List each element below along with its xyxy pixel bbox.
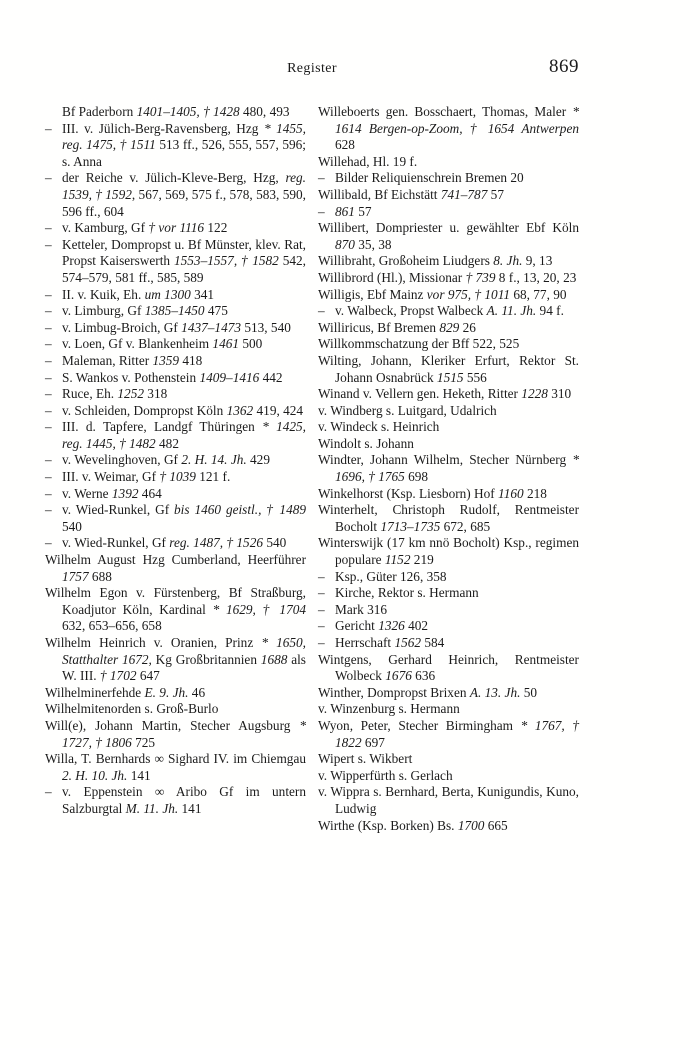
entry-text-segment: 1326 — [378, 618, 405, 634]
subentry-dash: – — [45, 402, 52, 418]
entry-text-segment: Willkommschatzung der Bff 522, 525 — [318, 336, 520, 352]
index-entry — [318, 187, 579, 204]
entry-text-segment: v. Wipperfürth s. Gerlach — [318, 767, 453, 783]
index-entry — [45, 502, 306, 535]
entry-text-segment: v. Loen, Gf v. Blankenheim — [62, 336, 213, 352]
subentry-dash: – — [45, 369, 52, 385]
entry-text-segment: Willibrord (Hl.), Missionar — [318, 269, 466, 285]
index-entry — [318, 452, 579, 485]
index-entry — [318, 569, 579, 586]
index-entry — [318, 751, 579, 768]
index-entry — [45, 751, 306, 784]
entry-text-segment: 94 f. — [536, 303, 564, 319]
subentry-dash: – — [45, 170, 52, 186]
entry-text-segment: 8. Jh. — [493, 253, 523, 269]
index-entry — [318, 336, 579, 353]
index-entry — [318, 718, 579, 751]
entry-text-segment: Willibald, Bf Eichstätt — [318, 186, 441, 202]
entry-text-segment: * 1614 Bergen-op-Zoom, † 1654 Antwerpen — [335, 104, 579, 136]
entry-text-segment: 35, 38 — [354, 236, 392, 252]
index-entry — [45, 452, 306, 469]
entry-text-segment: 1515 — [436, 369, 464, 385]
index-entry — [318, 818, 579, 835]
entry-text-segment: reg. 1487, † 1526 — [169, 535, 263, 551]
entry-text-segment: 513 ff., 526, 555, 557, 596; s. Anna — [62, 137, 306, 169]
entry-text-segment: 464 — [138, 485, 162, 501]
index-entry — [45, 336, 306, 353]
entry-text-segment: S. Wankos v. Pothenstein — [62, 369, 200, 385]
subentry-dash: – — [45, 386, 52, 402]
index-entry — [45, 287, 306, 304]
index-entry — [45, 104, 306, 121]
entry-text-segment: 1437–1473 — [181, 319, 242, 335]
entry-text-segment: † 739 — [465, 269, 496, 285]
subentry-dash: – — [318, 635, 325, 650]
entry-text-segment: 540 — [62, 518, 82, 534]
entry-text-segment: 2. H. 10. Jh. — [62, 767, 128, 783]
entry-text-segment: 665 — [484, 817, 508, 833]
entry-text-segment: * 1727, † 1806 — [62, 717, 306, 750]
entry-text-segment: 698 — [404, 469, 429, 485]
subentry-dash: – — [45, 535, 52, 551]
entry-text-segment: 556 — [463, 369, 487, 385]
entry-text-segment: 218 — [523, 485, 547, 501]
index-entry — [318, 253, 579, 270]
entry-text-segment: Herrschaft — [335, 635, 395, 650]
entry-text-segment: der Reiche v. Jülich-Kleve-Berg, Hzg, — [62, 170, 286, 186]
entry-text-segment: v. Windberg s. Luitgard, Udalrich — [318, 402, 497, 418]
index-entry — [318, 303, 579, 320]
index-entry — [318, 486, 579, 503]
entry-text-segment: Wilhelm Egon v. Fürstenberg, Bf Straßburg, Koadjutor Köln, Kardinal — [45, 585, 306, 617]
index-entry — [318, 602, 579, 619]
entry-text-segment: v. Windeck s. Heinrich — [318, 419, 440, 435]
subentry-dash: – — [318, 585, 325, 601]
entry-text-segment: * 1650, Statthalter 1672, — [62, 635, 306, 667]
entry-text-segment: 1252 — [117, 386, 144, 402]
index-entry — [318, 419, 579, 436]
entry-text-segment: 2. H. 14. Jh. — [181, 452, 247, 468]
subentry-dash: – — [45, 220, 52, 236]
index-entry — [45, 237, 306, 287]
index-entry — [45, 403, 306, 420]
entry-text-segment: 861 — [335, 203, 355, 219]
entry-text-segment: Willibraht, Großoheim Liudgers — [318, 253, 494, 269]
index-entry — [45, 784, 306, 817]
index-entry — [318, 204, 579, 221]
entry-text-segment: vor 975, † 1011 — [426, 286, 511, 302]
index-entry — [318, 635, 579, 652]
index-entry — [318, 403, 579, 420]
subentry-dash: – — [318, 303, 325, 319]
entry-text-segment: 688 — [88, 568, 112, 584]
entry-text-segment: 57 — [487, 186, 504, 202]
entry-text-segment: 480, 493 — [239, 104, 290, 119]
index-entry — [45, 170, 306, 220]
index-entry — [318, 436, 579, 453]
index-entry — [318, 220, 579, 253]
entry-text-segment: A. 11. Jh. — [486, 303, 537, 319]
entry-text-segment: Willigis, Ebf Mainz — [318, 286, 427, 302]
index-entry — [45, 486, 306, 503]
index-entry — [45, 419, 306, 452]
entry-text-segment: 121 f. — [195, 469, 231, 485]
index-entry — [318, 784, 579, 817]
entry-text-segment: 57 — [354, 203, 372, 219]
entry-text-segment: 628 — [335, 137, 355, 153]
entry-text-segment: Kg Großbritannien — [151, 651, 261, 667]
entry-text-segment: 219 — [410, 552, 434, 568]
entry-text-segment: v. Eppenstein ∞ Aribo Gf im untern Salzburgtal — [62, 784, 306, 816]
entry-text-segment: 741–787 — [440, 186, 488, 202]
entry-text-segment: * 1767, † 1822 — [335, 717, 579, 750]
entry-text-segment: Wilting, Johann, Kleriker Erfurt, Rektor St. Johann Osnabrück — [318, 352, 579, 385]
entry-text-segment: Winkelhorst (Ksp. Liesborn) Hof — [318, 485, 499, 501]
entry-text-segment: * 1455, reg. 1475, † 1511 — [62, 120, 306, 153]
index-entry — [45, 552, 306, 585]
entry-text-segment: Maleman, Ritter — [62, 352, 153, 368]
entry-text-segment: 341 — [190, 286, 215, 302]
index-entry — [45, 685, 306, 702]
entry-text-segment: v. Walbeck, Propst Walbeck — [335, 303, 487, 319]
subentry-dash: – — [45, 452, 52, 468]
index-column-right — [318, 104, 579, 834]
entry-text-segment: 1757 — [62, 568, 89, 584]
index-entry — [318, 320, 579, 337]
subentry-dash: – — [318, 618, 325, 634]
entry-text-segment: Windter, Johann Wilhelm, Stecher Nürnberg — [318, 452, 573, 468]
entry-text-segment: 542, 574–579, 581 ff., 585, 589 — [62, 253, 306, 285]
entry-text-segment: M. 11. Jh. — [125, 800, 179, 816]
entry-text-segment: Bilder Reliquienschrein Bremen 20 — [335, 170, 524, 186]
entry-text-segment: Willehad, Hl. 19 f. — [318, 153, 418, 169]
entry-text-segment: 636 — [411, 668, 436, 684]
index-entry — [318, 287, 579, 304]
index-entry — [318, 154, 579, 171]
entry-text-segment: Ksp., Güter 126, 358 — [335, 568, 447, 584]
entry-text-segment: 122 — [204, 220, 228, 236]
entry-text-segment: Winther, Dompropst Brixen — [318, 684, 470, 700]
entry-text-segment: 1160 — [498, 485, 524, 501]
entry-text-segment: 310 — [547, 386, 572, 402]
entry-text-segment: 540 — [263, 535, 287, 551]
entry-text-segment: II. v. Kuik, Eh. — [62, 286, 145, 302]
index-entry — [318, 652, 579, 685]
subentry-dash: – — [45, 286, 52, 302]
entry-text-segment: 1385–1450 — [144, 303, 205, 319]
entry-text-segment: 584 — [421, 635, 445, 650]
index-entry — [318, 618, 579, 635]
entry-text-segment: Winterhelt, Christoph Rudolf, Rentmeister Bocholt — [318, 502, 579, 534]
entry-text-segment: * 1629, † 1704 — [212, 601, 307, 617]
index-entry — [45, 386, 306, 403]
index-entry — [318, 386, 579, 403]
index-entry — [318, 585, 579, 602]
entry-text-segment: 1676 — [385, 668, 412, 684]
entry-text-segment: 9, 13 — [522, 253, 553, 269]
index-entry — [318, 768, 579, 785]
entry-text-segment: 1713–1735 — [380, 518, 441, 534]
entry-text-segment: v. Wevelinghoven, Gf — [62, 452, 182, 468]
entry-text-segment: 418 — [179, 352, 203, 368]
entry-text-segment: Bf Paderborn — [62, 104, 137, 119]
entry-text-segment: Winterswijk (17 km nnö Bocholt) Ksp., regimen populare — [318, 535, 579, 568]
entry-text-segment: Wintgens, Gerhard Heinrich, Rentmeister Wolbeck — [318, 651, 579, 684]
entry-text-segment: * 1425, reg. 1445, † 1482 — [62, 419, 306, 451]
entry-text-segment: III. d. Tapfere, Landgf Thüringen — [62, 419, 263, 435]
index-entry — [45, 303, 306, 320]
entry-text-segment: † 1702 — [99, 668, 137, 684]
subentry-dash: – — [45, 502, 52, 518]
index-entry — [318, 104, 579, 154]
subentry-dash: – — [45, 303, 52, 319]
entry-text-segment: 1461 — [212, 336, 240, 352]
subentry-dash: – — [318, 203, 325, 219]
page-heading: Register — [287, 61, 337, 76]
entry-text-segment: 1688 — [260, 651, 288, 667]
entry-text-segment: v. Wied-Runkel, Gf — [62, 502, 175, 518]
entry-text-segment: , 567, 569, 575 f., 578, 583, 590, 596 ff., 604 — [62, 186, 306, 219]
entry-text-segment: 1553–1557, † 1582 — [173, 253, 279, 269]
entry-text-segment: Wilhelm August Hzg Cumberland, Heerführer — [45, 552, 306, 568]
subentry-dash: – — [45, 236, 52, 252]
index-entry — [45, 320, 306, 337]
entry-text-segment: 442 — [259, 369, 283, 385]
entry-text-segment: Wirthe (Ksp. Borken) Bs. — [318, 817, 458, 833]
entry-text-segment: 318 — [143, 386, 168, 402]
entry-text-segment: 141 — [127, 767, 151, 783]
subentry-dash: – — [318, 568, 325, 584]
entry-text-segment: III. v. Weimar, Gf — [62, 469, 160, 485]
entry-text-segment: 26 — [459, 319, 476, 335]
index-entry — [318, 685, 579, 702]
entry-text-segment: Kirche, Rektor s. Hermann — [335, 585, 479, 601]
index-entry — [318, 270, 579, 287]
subentry-dash: – — [45, 319, 52, 335]
entry-text-segment: * 1696, † 1765 — [335, 452, 579, 485]
entry-text-segment: 500 — [239, 336, 263, 352]
entry-text-segment: v. Winzenburg s. Hermann — [318, 701, 460, 717]
entry-text-segment: 141 — [178, 800, 202, 816]
entry-text-segment: v. Werne — [62, 485, 112, 501]
entry-text-segment: 429 — [246, 452, 270, 468]
subentry-dash: – — [45, 120, 52, 136]
entry-text-segment: Wyon, Peter, Stecher Birmingham — [318, 717, 521, 733]
entry-text-segment: 8 f., 13, 20, 23 — [495, 269, 577, 285]
entry-text-segment: 475 — [204, 303, 228, 319]
entry-text-segment: 1409–1416 — [199, 369, 260, 385]
entry-text-segment: Mark 316 — [335, 601, 388, 617]
entry-text-segment: Wilhelmitenorden s. Groß-Burlo — [45, 701, 219, 717]
entry-text-segment: † 1039 — [159, 469, 196, 485]
entry-text-segment: Windolt s. Johann — [318, 435, 414, 451]
index-entry — [45, 370, 306, 387]
index-column-left — [45, 104, 306, 834]
entry-text-segment: v. Wied-Runkel, Gf — [62, 535, 170, 551]
entry-text-segment: v. Schleiden, Dompropst Köln — [62, 402, 227, 418]
index-entry — [318, 170, 579, 187]
entry-text-segment: Gericht — [335, 618, 379, 634]
entry-text-segment: um 1300 — [144, 286, 191, 302]
entry-text-segment: 829 — [439, 319, 460, 335]
entry-text-segment: 1401–1405, † 1428 — [136, 104, 240, 119]
index-entry — [45, 353, 306, 370]
subentry-dash: – — [45, 336, 52, 352]
running-head — [45, 56, 579, 80]
page-number: 869 — [549, 56, 579, 77]
entry-text-segment: 1392 — [111, 485, 139, 501]
index-columns — [45, 104, 579, 834]
subentry-dash: – — [318, 170, 325, 186]
entry-text-segment: Wilhelm Heinrich v. Oranien, Prinz — [45, 635, 262, 650]
entry-text-segment: Ketteler, Dompropst u. Bf Münster, klev. Rat, Propst Kaiserswerth — [62, 236, 306, 269]
entry-text-segment: bis 1460 geistl., † 1489 — [174, 502, 307, 518]
index-entry — [318, 535, 579, 568]
entry-text-segment: 513, 540 — [241, 319, 291, 335]
index-entry — [45, 469, 306, 486]
entry-text-segment: Wipert s. Wikbert — [318, 751, 413, 767]
index-entry — [45, 701, 306, 718]
entry-text-segment: 50 — [520, 684, 538, 700]
entry-text-segment: † vor 1116 — [148, 220, 205, 236]
entry-text-segment: 697 — [361, 734, 385, 750]
entry-text-segment: 1152 — [384, 552, 411, 568]
entry-text-segment: 647 — [136, 668, 160, 684]
subentry-dash: – — [45, 419, 52, 435]
entry-text-segment: 482 — [155, 435, 179, 451]
index-entry — [318, 353, 579, 386]
index-entry — [45, 535, 306, 552]
subentry-dash: – — [45, 352, 52, 368]
entry-text-segment: als W. III. — [62, 651, 306, 684]
index-entry — [45, 220, 306, 237]
entry-text-segment: 1359 — [152, 352, 180, 368]
entry-text-segment: 1228 — [521, 386, 548, 402]
subentry-dash: – — [45, 784, 52, 800]
index-entry — [45, 635, 306, 685]
index-entry — [45, 718, 306, 751]
entry-text-segment: 632, 653–656, 658 — [62, 618, 162, 634]
entry-text-segment: 672, 685 — [440, 518, 491, 534]
entry-text-segment: Willeboerts gen. Bosschaert, Thomas, Maler — [318, 104, 573, 119]
entry-text-segment: A. 13. Jh. — [469, 684, 521, 700]
index-entry — [45, 585, 306, 635]
entry-text-segment: 1700 — [457, 817, 485, 833]
entry-text-segment: 419, 424 — [253, 402, 304, 418]
entry-text-segment: 46 — [188, 684, 206, 700]
entry-text-segment: 725 — [131, 734, 156, 750]
entry-text-segment: 870 — [335, 236, 355, 252]
entry-text-segment: Williricus, Bf Bremen — [318, 319, 440, 335]
subentry-dash: – — [45, 485, 52, 501]
entry-text-segment: Wilhelminerfehde — [45, 684, 145, 700]
entry-text-segment: 68, 77, 90 — [510, 286, 567, 302]
entry-text-segment: v. Wippra s. Bernhard, Berta, Kunigundis, Kuno, Ludwig — [318, 784, 579, 816]
index-entry — [45, 121, 306, 171]
entry-text-segment: Willa, T. Bernhards ∞ Sighard IV. im Chiemgau — [45, 751, 306, 767]
entry-text-segment: E. 9. Jh. — [144, 684, 189, 700]
index-entry — [318, 502, 579, 535]
subentry-dash: – — [318, 601, 325, 617]
entry-text-segment: reg. 1539, † 1592 — [62, 170, 306, 202]
entry-text-segment: v. Limbug-Broich, Gf — [62, 319, 182, 335]
subentry-dash: – — [45, 469, 52, 485]
entry-text-segment: 1562 — [394, 635, 422, 650]
entry-text-segment: Will(e), Johann Martin, Stecher Augsburg — [45, 717, 300, 733]
entry-text-segment: v. Kamburg, Gf — [62, 220, 149, 236]
entry-text-segment: 1362 — [226, 402, 254, 418]
entry-text-segment: Willibert, Dompriester u. gewählter Ebf Köln — [318, 220, 579, 236]
entry-text-segment: III. v. Jülich-Berg-Ravensberg, Hzg — [62, 120, 264, 136]
entry-text-segment: 402 — [404, 618, 429, 634]
entry-text-segment: Ruce, Eh. — [62, 386, 118, 402]
entry-text-segment: Winand v. Vellern gen. Heketh, Ritter — [318, 386, 522, 402]
index-entry — [318, 701, 579, 718]
entry-text-segment: v. Limburg, Gf — [62, 303, 145, 319]
